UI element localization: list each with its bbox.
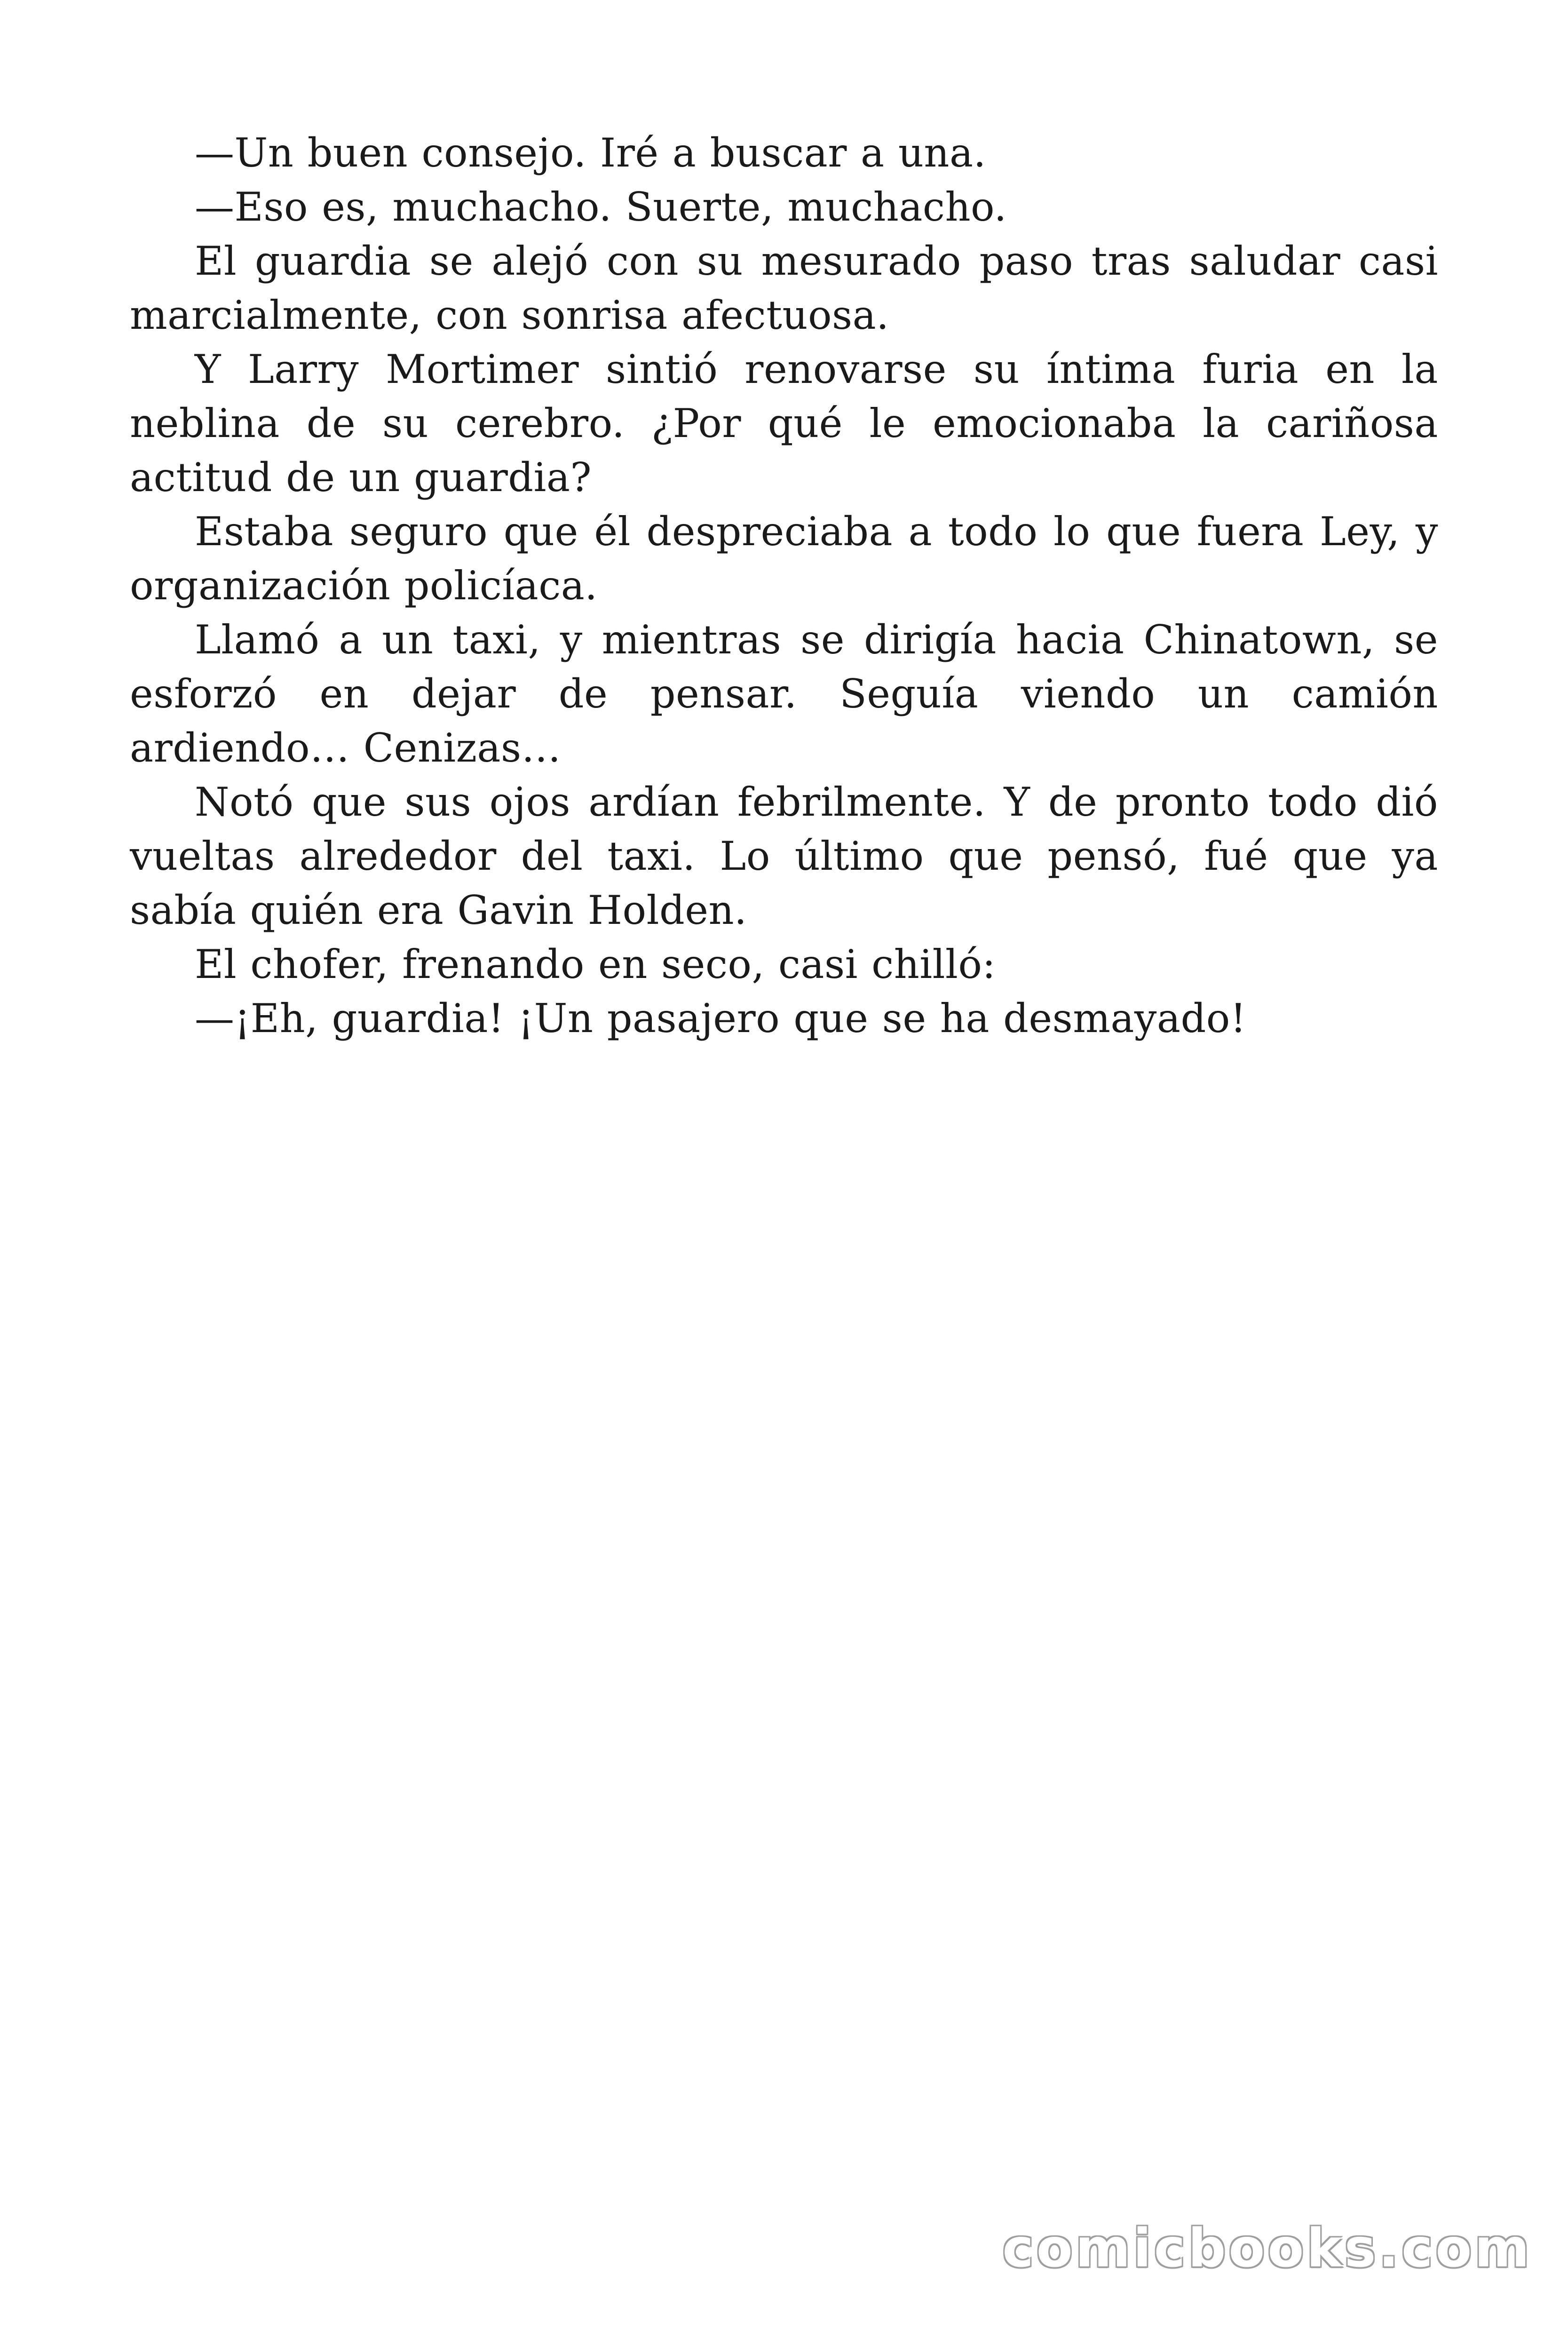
paragraph: Estaba seguro que él despreciaba a todo lo que fuera Ley, y organización policíaca.: [130, 509, 1438, 609]
paragraph: El guardia se alejó con su mesurado paso tras saludar casi marcialmente, con sonrisa afectuosa.: [130, 238, 1438, 338]
paragraph: —Eso es, muchacho. Suerte, muchacho.: [195, 184, 1007, 230]
watermark-logo: comicbooks.com: [1002, 2218, 1532, 2279]
paragraph: Llamó a un taxi, y mientras se dirigía hacia Chinatown, se esforzó en dejar de pensar. Seguía viendo un camión ardiendo… Cenizas…: [130, 617, 1438, 771]
paragraph: —Un buen consejo. Iré a buscar a una.: [195, 130, 986, 176]
paragraph: Y Larry Mortimer sintió renovarse su íntima furia en la neblina de su cerebro. ¿Por qué le emocionaba la cariñosa actitud de un guardia?: [130, 346, 1438, 501]
paragraph: Notó que sus ojos ardían febrilmente. Y de pronto todo dió vueltas alrededor del taxi. Lo último que pensó, fué que ya sabía quién era Gavin Holden.: [130, 779, 1438, 933]
paragraph: —¡Eh, guardia! ¡Un pasajero que se ha desmayado!: [195, 995, 1247, 1041]
page-body-text: [130, 126, 1438, 1046]
paragraph: El chofer, frenando en seco, casi chilló:: [195, 941, 996, 987]
